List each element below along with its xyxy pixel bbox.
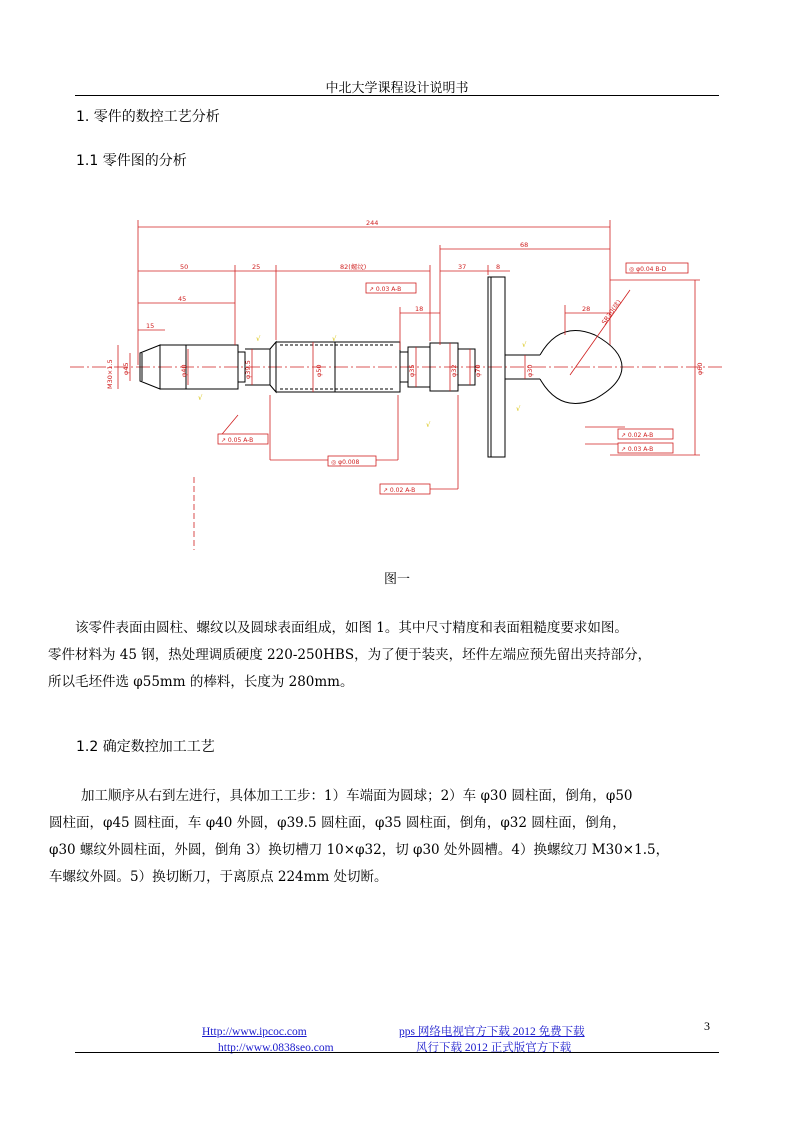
tol-frame-4: ↗ 0.03 A-B: [621, 446, 654, 453]
dim-18: 18: [415, 305, 424, 313]
figure-caption: 图一: [383, 572, 410, 587]
paragraph-line: 圆柱面，φ45 圆柱面，车 φ40 外圆，φ39.5 圆柱面，φ35 圆柱面，倒角，φ32 圆柱面，倒角，: [49, 815, 626, 831]
dim-8: 8: [496, 263, 501, 271]
dim-25: 25: [252, 263, 261, 271]
dim-50: 50: [180, 263, 189, 271]
dim-28: 28: [582, 305, 591, 313]
dim-15: 15: [146, 322, 155, 330]
svg-text:√: √: [256, 335, 261, 343]
dim-45: 45: [178, 295, 187, 303]
tol-frame-3: ↗ 0.02 A-B: [621, 432, 654, 439]
tol-frame-2: ↗ 0.03 A-B: [369, 286, 402, 293]
paragraph-process: [49, 783, 721, 891]
dim-37: 37: [458, 263, 467, 271]
dim-phi32: φ32: [450, 364, 458, 377]
tol-frame-6: ◎ φ0.008: [331, 459, 360, 466]
footer-link-pps[interactable]: pps 网络电视官方下载 2012 免费下载: [399, 1026, 585, 1038]
dim-phi35: φ35: [408, 364, 416, 377]
dim-phi39: φ39.5: [244, 360, 252, 379]
dim-m30: M30×1.5: [106, 359, 114, 389]
dim-phi50: φ50: [315, 364, 323, 377]
paragraph-line: 零件材料为 45 钢，热处理调质硬度 220-250HBS，为了便于装夹，坯件左端应预先留出夹持部分，: [48, 647, 652, 663]
page-number: 3: [704, 1019, 710, 1033]
page-header-title: 中北大学课程设计说明书: [325, 81, 469, 96]
paragraph-part-analysis: [48, 615, 721, 696]
dim-phi60: φ60: [696, 362, 704, 375]
svg-text:√: √: [516, 405, 521, 413]
tol-frame-7: ↗ 0.02 A-B: [383, 487, 416, 494]
footer-link-ipcoc[interactable]: Http://www.ipcoc.com: [202, 1026, 307, 1038]
section-heading-1: 1. 零件的数控工艺分析: [76, 109, 220, 125]
paragraph-line: 该零件表面由圆柱、螺纹以及圆球表面组成，如图 1。其中尺寸精度和表面粗糙度要求如图。: [75, 620, 628, 636]
section-heading-1-1: 1.1 零件图的分析: [76, 153, 187, 169]
dim-68: 68: [520, 241, 529, 249]
part-drawing-figure: [70, 205, 730, 555]
svg-text:√: √: [332, 335, 337, 343]
tol-frame-1: ◎ φ0.04 B-D: [629, 266, 667, 273]
dim-phi45: φ45: [122, 362, 130, 375]
paragraph-line: 所以毛坯件选 φ55mm 的棒料，长度为 280mm。: [48, 674, 354, 690]
svg-text:√: √: [522, 341, 527, 349]
paragraph-line: φ30 螺纹外圆柱面，外圆，倒角 3）换切槽刀 10×φ32，切 φ30 处外圆槽。4）换螺纹刀 M30×1.5，: [49, 842, 670, 858]
dim-phi30: φ30: [526, 364, 534, 377]
dim-244: 244: [366, 219, 379, 227]
dim-phi40: φ40: [180, 364, 188, 377]
dim-phi70: φ70: [474, 364, 482, 377]
footer-link-fengxing[interactable]: 风行下载 2012 正式版官方下载: [416, 1042, 572, 1054]
header-rule: [75, 95, 719, 96]
section-heading-1-2: 1.2 确定数控加工工艺: [76, 739, 215, 755]
footer-link-0838seo[interactable]: http://www.0838seo.com: [218, 1042, 334, 1054]
svg-text:√: √: [426, 421, 431, 429]
dim-82: 82(螺纹): [340, 263, 367, 271]
dim-sr30: SR30(球): [600, 298, 623, 327]
tol-frame-5: ↗ 0.05 A-B: [221, 437, 254, 444]
paragraph-line: 车螺纹外圆。5）换切断刀，于离原点 224mm 处切断。: [49, 869, 388, 885]
svg-text:√: √: [198, 394, 203, 402]
paragraph-line: 加工顺序从右到左进行，具体加工工步：1）车端面为圆球；2）车 φ30 圆柱面，倒角，φ50: [81, 788, 633, 804]
footer-rule: [75, 1052, 719, 1053]
